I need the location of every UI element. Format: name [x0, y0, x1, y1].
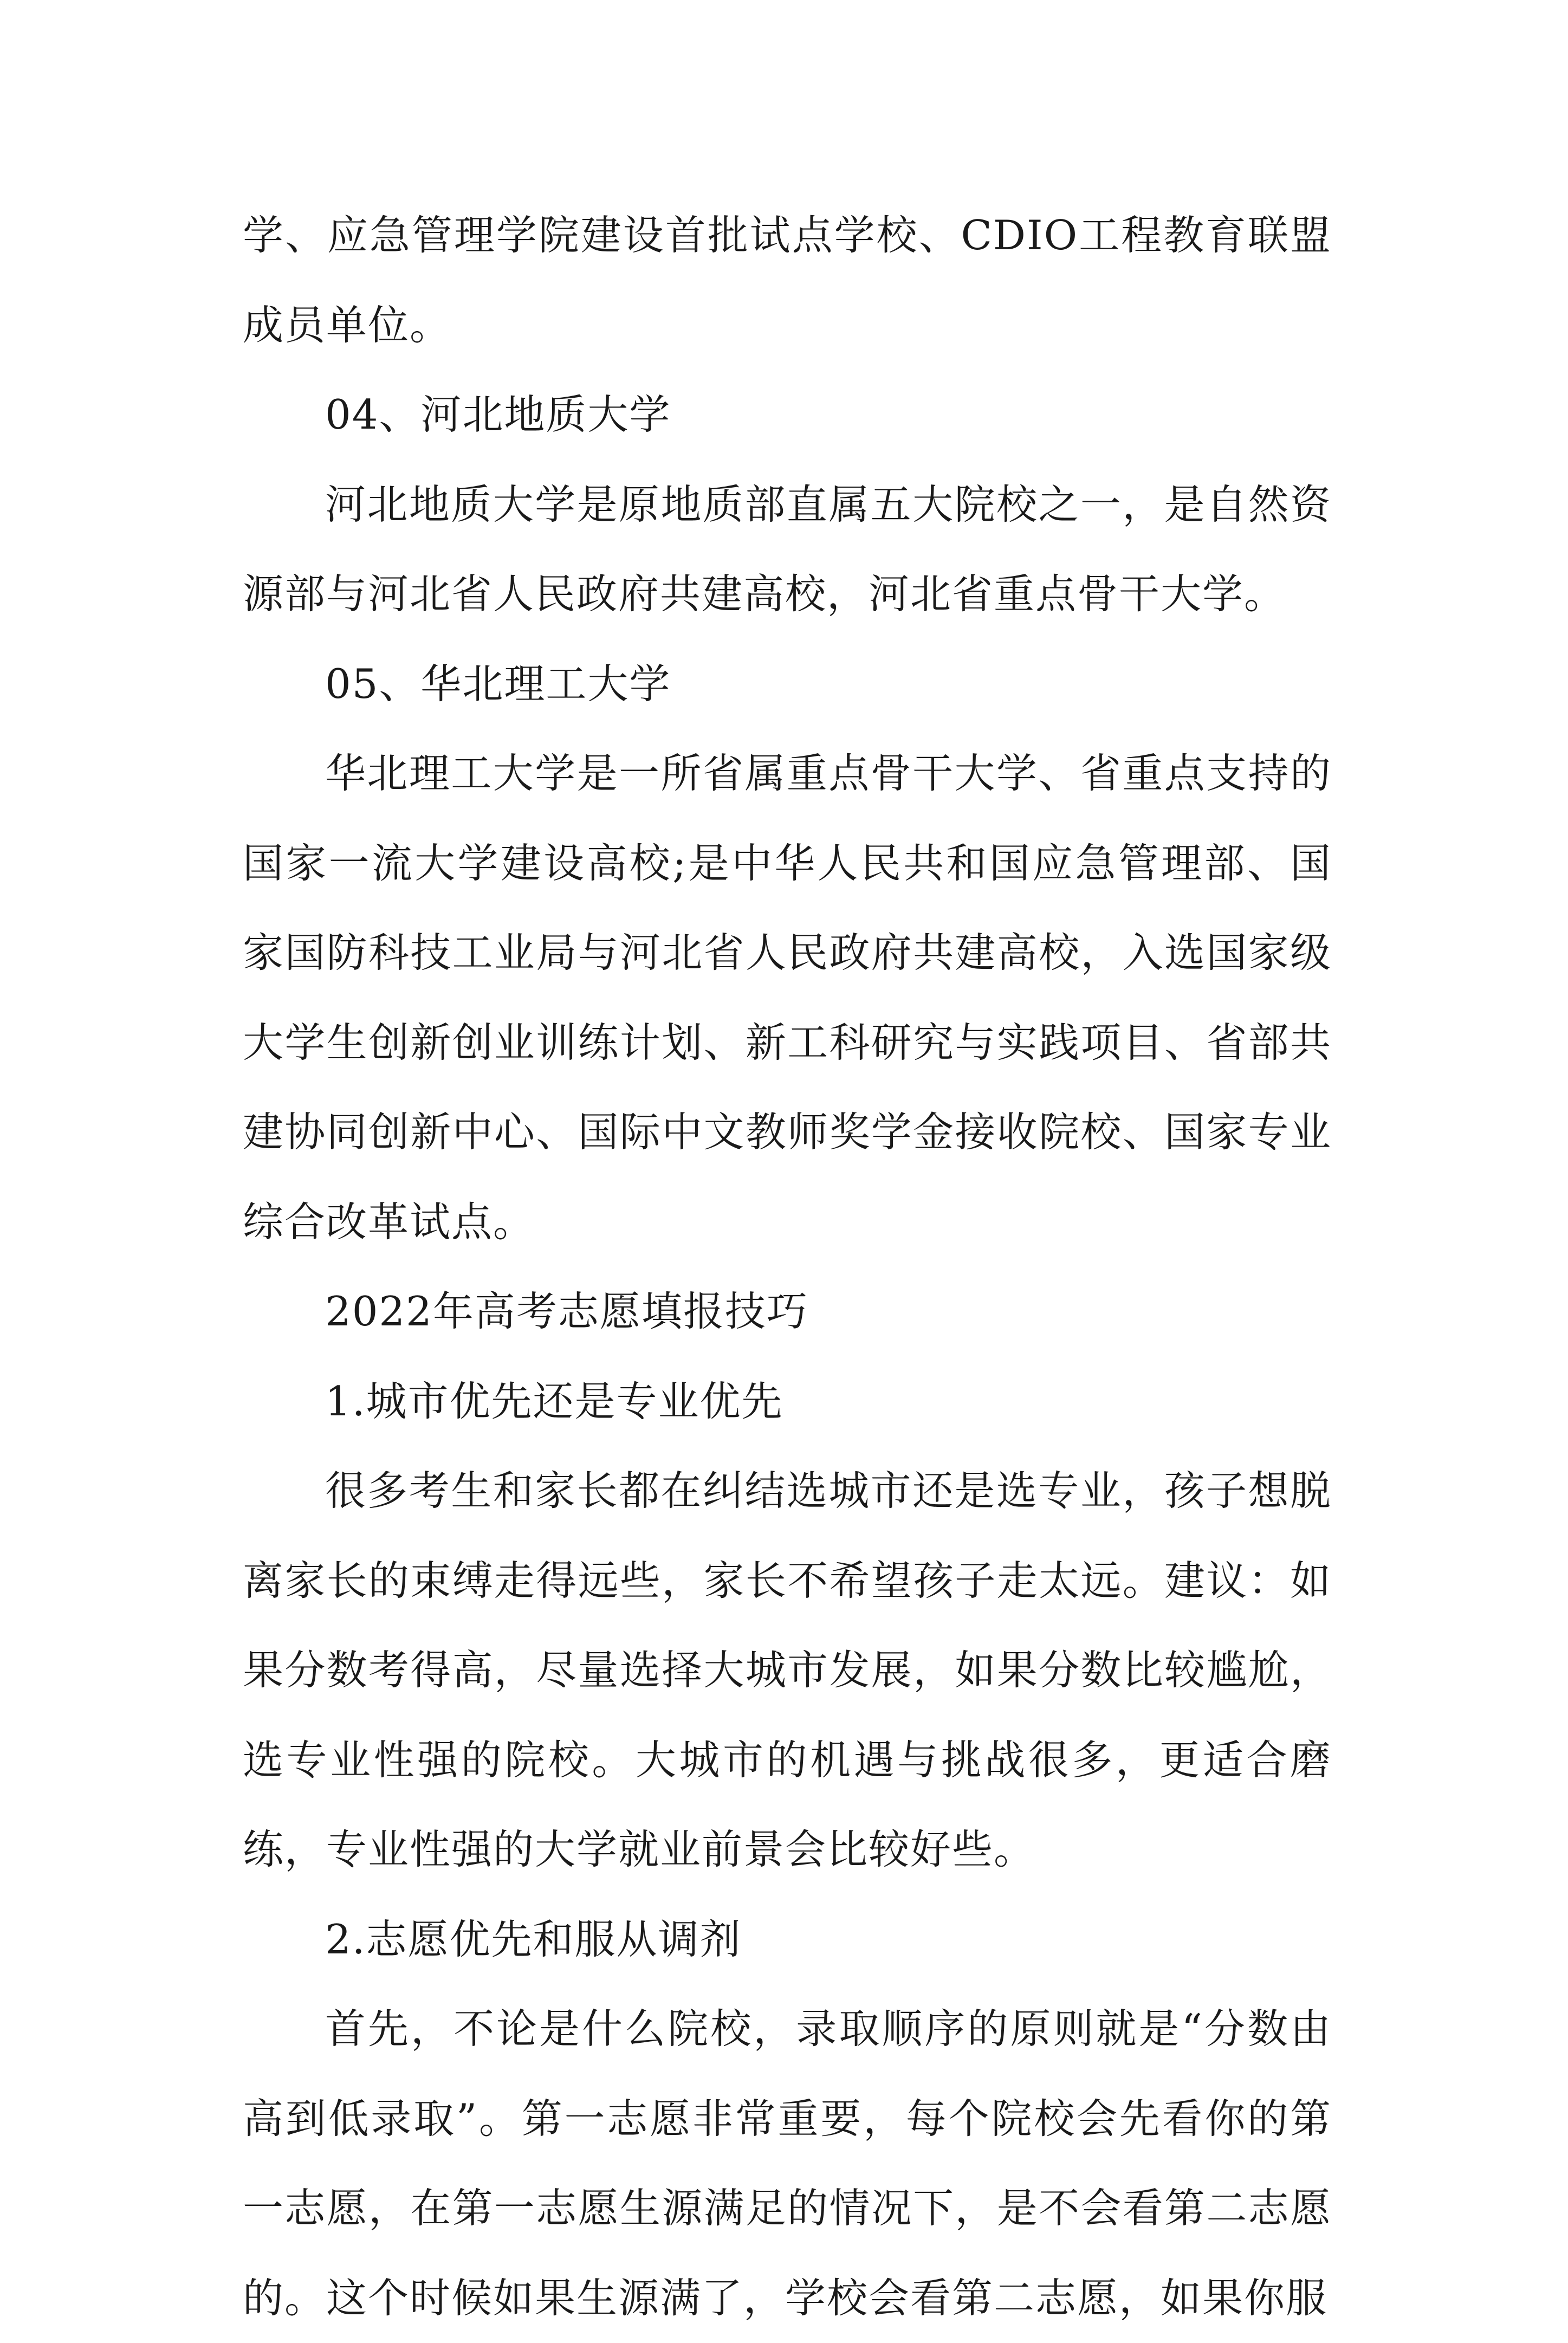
- document-body: [243, 191, 1332, 2343]
- section-heading-north-china-tech: 05、华北理工大学: [325, 659, 671, 708]
- subheading-city-vs-major: 1.城市优先还是专业优先: [325, 1377, 783, 1425]
- paragraph-north-china-tech: 华北理工大学是一所省属重点骨干大学、省重点支持的国家一流大学建设高校;是中华人民共和国应急管理部、国家国防科技工业局与河北省人民政府共建高校，入选国家级大学生创新创业训练计划、新工科研究与实践项目、省部共建协同创新中心、国际中文教师奖学金接收院校、国家专业综合改革试点。: [243, 749, 1332, 1246]
- paragraph-city-vs-major: 很多考生和家长都在纠结选城市还是选专业，孩子想脱离家长的束缚走得远些，家长不希望孩子走太远。建议：如果分数考得高，尽量选择大城市发展，如果分数比较尴尬，选专业性强的院校。大城市的机遇与挑战很多，更适合磨练，专业性强的大学就业前景会比较好些。: [243, 1467, 1332, 1873]
- paragraph-priority-adjustment: 首先，不论是什么院校，录取顺序的原则就是“分数由高到低录取”。第一志愿非常重要，每个院校会先看你的第一志愿，在第一志愿生源满足的情况下，是不会看第二志愿的。这个时候如果生源满了，学校会看第二志愿，如果你服: [243, 2005, 1332, 2322]
- subheading-priority-adjustment: 2.志愿优先和服从调剂: [325, 1915, 742, 1963]
- paragraph-continued: 学、应急管理学院建设首批试点学校、CDIO工程教育联盟成员单位。: [243, 211, 1332, 349]
- section-heading-tips: 2022年高考志愿填报技巧: [325, 1287, 808, 1335]
- paragraph-hebei-geo: 河北地质大学是原地质部直属五大院校之一，是自然资源部与河北省人民政府共建高校，河北省重点骨干大学。: [243, 480, 1332, 618]
- section-heading-hebei-geo: 04、河北地质大学: [325, 391, 671, 438]
